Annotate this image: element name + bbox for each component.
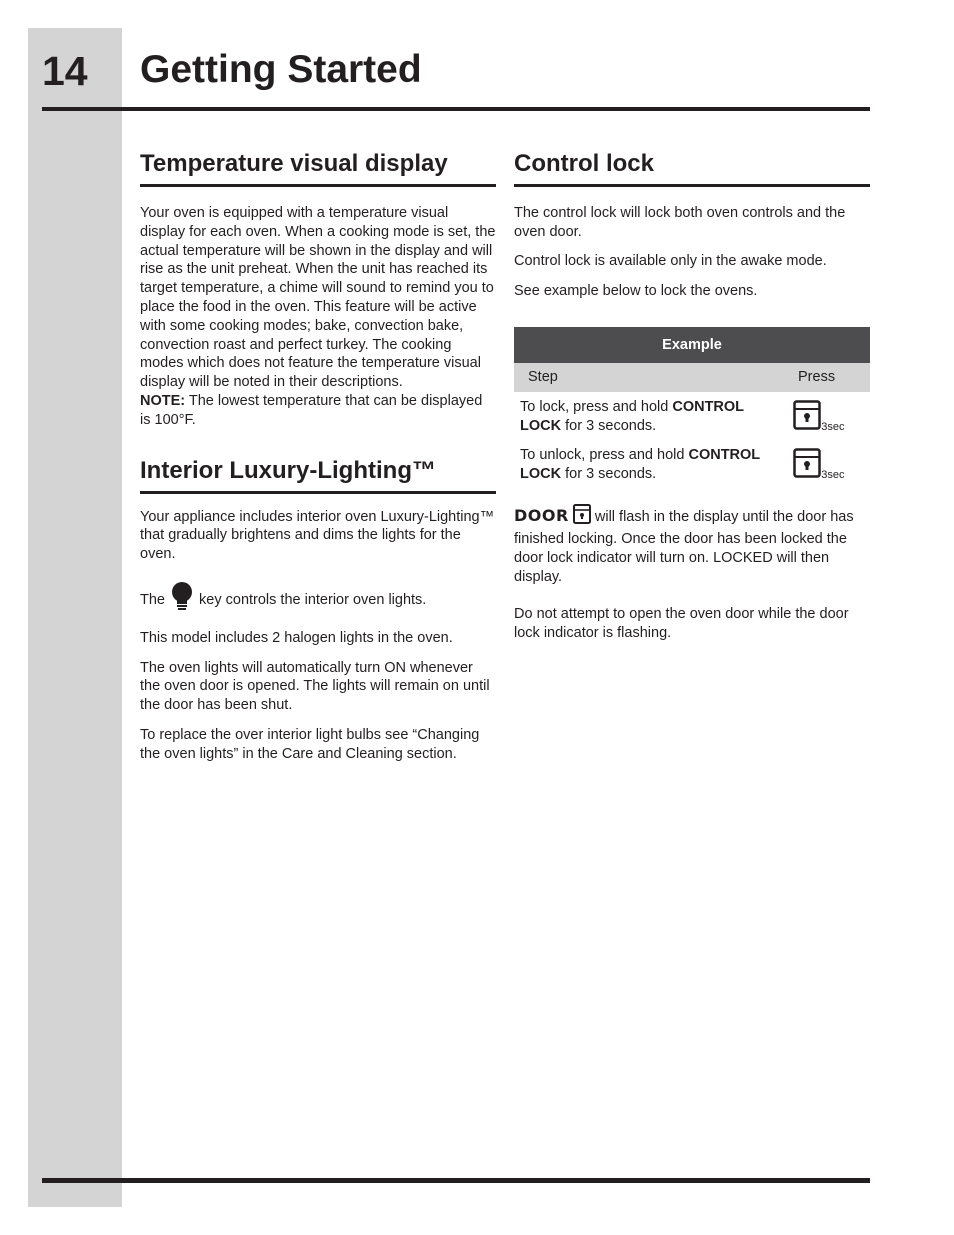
table-title: Example	[514, 327, 870, 363]
light-bulb-icon	[171, 582, 193, 618]
control-lock-body-3: See example below to lock the ovens.	[514, 283, 758, 300]
lighting-key-post: key controls the interior oven lights.	[195, 591, 427, 608]
temperature-heading: Temperature visual display	[140, 148, 496, 187]
door-lock-icon	[573, 504, 591, 530]
step-text: To unlock, press and hold	[520, 447, 689, 464]
lighting-key-pre: The	[140, 591, 170, 608]
table-header-row	[514, 363, 870, 392]
door-display-word: DOOR	[514, 506, 569, 526]
step-cell	[514, 440, 779, 484]
lighting-body-4: To replace the over interior light bulbs see “Changing the oven lights” in the Care and Cleaning section.	[140, 726, 480, 762]
step-text-end: for 3 seconds.	[561, 417, 657, 434]
door-text: will flash in the display until the door has finished locking. Once the door has been locked the door lock indicator will turn on. LOCKED will then display.	[514, 509, 854, 585]
page-title: Getting Started	[140, 48, 422, 91]
lighting-heading: Interior Luxury-Lighting™	[140, 455, 496, 494]
header-rule	[42, 107, 870, 111]
press-cell	[779, 440, 870, 484]
column-step: Step	[528, 369, 558, 386]
page-number: 14	[42, 48, 88, 94]
control-lock-heading: Control lock	[514, 148, 870, 187]
lock-key-icon	[793, 418, 821, 434]
step-text: To lock, press and hold	[520, 399, 673, 416]
press-cell	[779, 392, 870, 436]
lighting-key-paragraph	[140, 582, 496, 618]
lighting-body-2: This model includes 2 halogen lights in the oven.	[140, 629, 453, 646]
note-text: The lowest temperature that can be displayed is 100°F.	[140, 392, 483, 428]
right-column	[514, 148, 870, 643]
example-table	[514, 327, 870, 488]
lighting-body-3: The oven lights will automatically turn ON whenever the oven door is opened. The lights will remain on until the door has been shut.	[140, 659, 490, 714]
hold-duration: 3sec	[821, 469, 845, 482]
step-text-end: for 3 seconds.	[561, 465, 657, 482]
hold-duration: 3sec	[821, 421, 845, 434]
door-paragraph	[514, 504, 870, 586]
control-lock-body-1: The control lock will lock both oven controls and the oven door.	[514, 205, 846, 240]
note-paragraph	[140, 392, 496, 430]
footer-rule	[42, 1178, 870, 1183]
lighting-body-1: Your appliance includes interior oven Luxury-Lighting™ that gradually brightens and dims the lights for the oven.	[140, 508, 495, 563]
margin-bar	[28, 28, 122, 1207]
warning-paragraph: Do not attempt to open the oven door while the door lock indicator is flashing.	[514, 606, 849, 642]
lock-key-icon	[793, 466, 821, 482]
step-bold: CONTROL LOCK	[520, 399, 744, 434]
step-cell	[514, 392, 779, 436]
control-lock-body-2: Control lock is available only in the awake mode.	[514, 252, 827, 269]
column-press: Press	[798, 369, 836, 386]
step-bold: CONTROL LOCK	[520, 447, 760, 482]
temperature-body: Your oven is equipped with a temperature visual display for each oven. When a cooking mode is set, the actual temperature will be shown in the display and will rise as the unit preheat. When the unit has reached its target temperature, a chime will sound to remind you to place the food in the oven. This feature will be active with some cooking modes; bake, convection bake, convection roast and perfect turkey. The cooking modes which does not feature the temperature visual display will be noted in their descriptions.	[140, 205, 496, 391]
note-label: NOTE:	[140, 392, 186, 409]
left-column	[140, 148, 496, 764]
table-row	[514, 440, 870, 488]
table-row	[514, 392, 870, 440]
